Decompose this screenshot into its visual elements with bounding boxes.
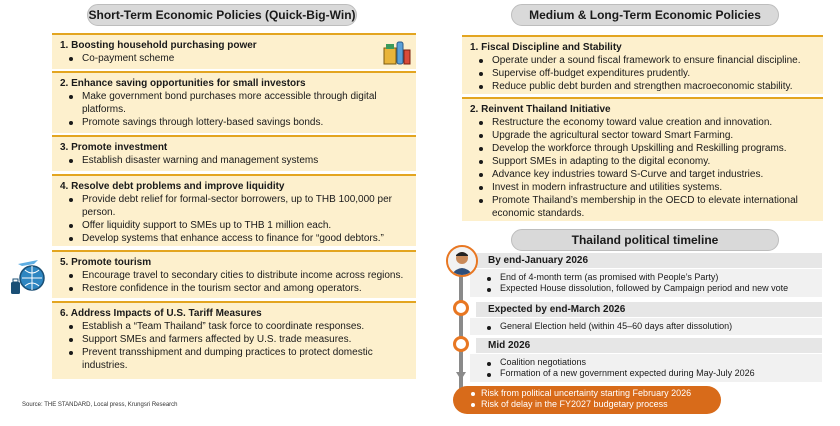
policy-item: Restructure the economy toward value creation and innovation.: [470, 116, 815, 129]
policy-item: Support SMEs in adapting to the digital economy.: [470, 155, 815, 168]
timeline-line: [459, 262, 463, 390]
short-term-title: Short-Term Economic Policies (Quick-Big-Win): [87, 4, 357, 26]
policy-item: Establish a “Team Thailand” task force to coordinate responses.: [60, 320, 408, 333]
policy-item: Develop the workforce through Upskilling and Reskilling programs.: [470, 142, 815, 155]
policy-item: Advance key industries toward S-Curve and target industries.: [470, 168, 815, 181]
policy-box-1: [52, 33, 416, 69]
policy-item: Prevent transshipment and dumping practices to protect domestic industries.: [60, 346, 408, 372]
timeline-milestone-icon: [453, 336, 469, 352]
policy-item: Make government bond purchases more accessible through digital platforms.: [60, 90, 408, 116]
fiscal-box: [462, 35, 823, 94]
policy-item: Operate under a sound fiscal framework to ensure financial discipline.: [470, 54, 815, 67]
timeline-stage-heading: Expected by end-March 2026: [476, 302, 822, 317]
policy-box-2: [52, 71, 416, 133]
shopping-icon: [382, 36, 412, 66]
timeline-item: General Election held (within 45–60 days after dissolution): [478, 321, 814, 332]
policy-item: Reduce public debt burden and strengthen macroeconomic stability.: [470, 80, 815, 93]
policy-item: Establish disaster warning and management systems: [60, 154, 408, 167]
policy-item: Co-payment scheme: [60, 52, 408, 65]
timeline-stage-heading: By end-January 2026: [476, 253, 822, 268]
timeline-stage-box: [470, 318, 822, 335]
timeline-arrow-icon: [456, 372, 466, 380]
timeline-title: Thailand political timeline: [511, 229, 779, 251]
timeline-item: Coalition negotiations: [478, 357, 814, 368]
policy-item: Invest in modern infrastructure and utilities systems.: [470, 181, 815, 194]
policy-item: Offer liquidity support to SMEs up to THB 1 million each.: [60, 219, 408, 232]
policy-box-6: [52, 301, 416, 379]
policy-item: Encourage travel to secondary cities to distribute income across regions.: [60, 269, 408, 282]
avatar-icon: [446, 245, 478, 277]
timeline-stage-heading: Mid 2026: [476, 338, 822, 353]
policy-box-5: [52, 250, 416, 298]
policy-heading: 2. Enhance saving opportunities for small investors: [60, 78, 306, 89]
policy-box-4: [52, 174, 416, 246]
policy-item: Support SMEs and farmers affected by U.S. trade measures.: [60, 333, 408, 346]
policy-heading: 4. Resolve debt problems and improve liquidity: [60, 181, 285, 192]
timeline-stage-box: [470, 269, 822, 297]
timeline-stage-box: [470, 354, 822, 382]
timeline-item: Formation of a new government expected during May-July 2026: [478, 368, 814, 379]
policy-heading: 5. Promote tourism: [60, 257, 152, 268]
policy-item: Promote Thailand’s membership in the OECD to elevate international economic standards.: [470, 194, 815, 220]
policy-item: Promote savings through lottery-based savings bonds.: [60, 116, 408, 129]
policy-item: Restore confidence in the tourism sector and among operators.: [60, 282, 408, 295]
risk-item: Risk of delay in the FY2027 budgetary process: [465, 399, 709, 410]
policy-heading: 6. Address Impacts of U.S. Tariff Measures: [60, 308, 262, 319]
policy-heading: 1. Fiscal Discipline and Stability: [470, 42, 622, 53]
timeline-item: End of 4-month term (as promised with People’s Party): [478, 272, 814, 283]
travel-globe-icon: [8, 256, 48, 296]
policy-item: Upgrade the agricultural sector toward Smart Farming.: [470, 129, 815, 142]
source-note: Source: THE STANDARD, Local press, Krungsri Research: [22, 402, 178, 408]
reinvent-box: [462, 97, 823, 221]
policy-box-3: [52, 135, 416, 171]
policy-item: Provide debt relief for formal-sector borrowers, up to THB 100,000 per person.: [60, 193, 408, 219]
policy-heading: 3. Promote investment: [60, 142, 168, 153]
medium-long-term-title: Medium & Long-Term Economic Policies: [511, 4, 779, 26]
risk-item: Risk from political uncertainty starting February 2026: [465, 388, 709, 399]
timeline-milestone-icon: [453, 300, 469, 316]
timeline-item: Expected House dissolution, followed by Campaign period and new vote: [478, 283, 814, 294]
policy-heading: 2. Reinvent Thailand Initiative: [470, 104, 611, 115]
policy-item: Supervise off-budget expenditures prudently.: [470, 67, 815, 80]
risk-callout: [453, 386, 721, 414]
policy-heading: 1. Boosting household purchasing power: [60, 40, 257, 51]
policy-item: Develop systems that enhance access to finance for “good debtors.”: [60, 232, 408, 245]
